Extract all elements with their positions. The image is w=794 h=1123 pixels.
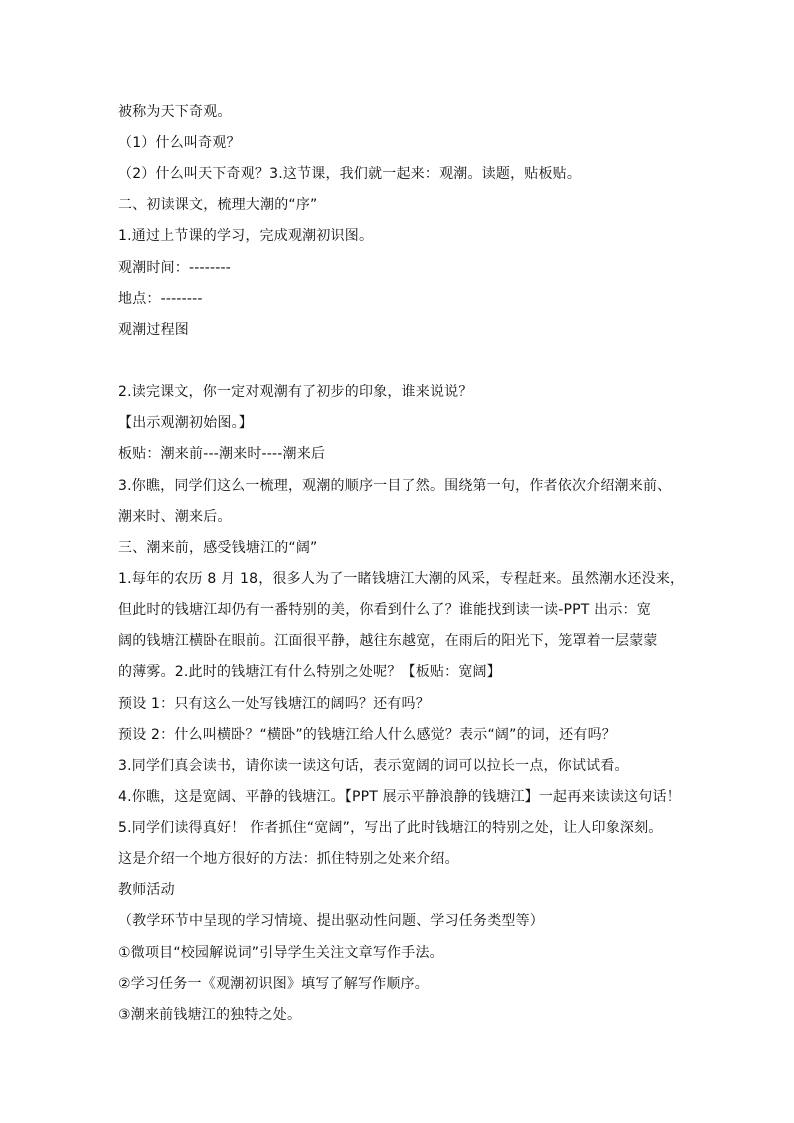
text-line: 预设 2：什么叫横卧？“横卧”的钱塘江给人什么感觉？表示“阔”的词，还有吗？: [118, 727, 616, 743]
text-line: ③潮来前钱塘江的独特之处。: [118, 1007, 302, 1023]
text-line: 2.读完课文，你一定对观潮有了初步的印象，谁来说说？: [118, 384, 473, 400]
text-line: 3.同学们真会读书，请你读一读这句话，表示宽阔的词可以拉长一点，你试试看。: [118, 758, 629, 774]
text-line: 3.你瞧，同学们这么一梳理，观潮的顺序一目了然。围绕第一句，作者依次介绍潮来前、: [118, 478, 672, 494]
text-line: 观潮过程图: [118, 322, 189, 338]
section-heading: 教师活动: [118, 882, 175, 898]
text-line: 5.同学们读得真好！ 作者抓住“宽阔”，写出了此时钱塘江的特别之处，让人印象深刻。: [118, 820, 663, 836]
text-line: 潮来时、潮来后。: [118, 509, 232, 525]
text-line: 被称为天下奇观。: [118, 104, 232, 120]
text-line: ①微项目“校园解说词”引导学生关注文章写作手法。: [118, 945, 444, 961]
text-line: 1.通过上节课的学习，完成观潮初识图。: [118, 228, 374, 244]
text-line: 1.每年的农历 8 月 18，很多人为了一睹钱塘江大潮的风采，专程赶来。虽然潮水还没来，: [118, 571, 685, 587]
text-line: （教学环节中呈现的学习情境、提出驱动性问题、学习任务类型等）: [118, 913, 544, 929]
text-line: 预设 1：只有这么一处写钱塘江的阔吗？还有吗？: [118, 696, 430, 712]
text-line: 板贴：潮来前---潮来时----潮来后: [118, 446, 326, 462]
text-line: （2）什么叫天下奇观？3.这节课，我们就一起来：观潮。读题，贴板贴。: [118, 166, 582, 182]
text-line: 【出示观潮初始图。】: [118, 415, 253, 431]
text-line: 4.你瞧，这是宽阔、平静的钱塘江。【PPT 展示平静浪静的钱塘江】一起再来读读这句话！: [118, 789, 681, 805]
text-line: ②学习任务一《观潮初识图》填写了解写作顺序。: [118, 976, 429, 992]
text-line: 这是介绍一个地方很好的方法：抓住特别之处来介绍。: [118, 851, 459, 867]
text-line: 阔的钱塘江横卧在眼前。江面很平静，越往东越宽，在雨后的阳光下，笼罩着一层蒙蒙: [118, 633, 658, 649]
text-line: 但此时的钱塘江却仍有一番特别的美，你看到什么了？谁能找到读一读-PPT 出示：宽: [118, 602, 651, 618]
text-line: 的薄雾。2.此时的钱塘江有什么特别之处呢？【板贴：宽阔】: [118, 664, 501, 680]
text-line: 地点：--------: [118, 291, 203, 307]
section-heading: 二、初读课文，梳理大潮的“序”: [118, 197, 318, 213]
text-line: （1）什么叫奇观？: [118, 135, 241, 151]
text-line: 观潮时间：--------: [118, 260, 232, 276]
section-heading: 三、潮来前，感受钱塘江的“阔”: [118, 540, 318, 556]
